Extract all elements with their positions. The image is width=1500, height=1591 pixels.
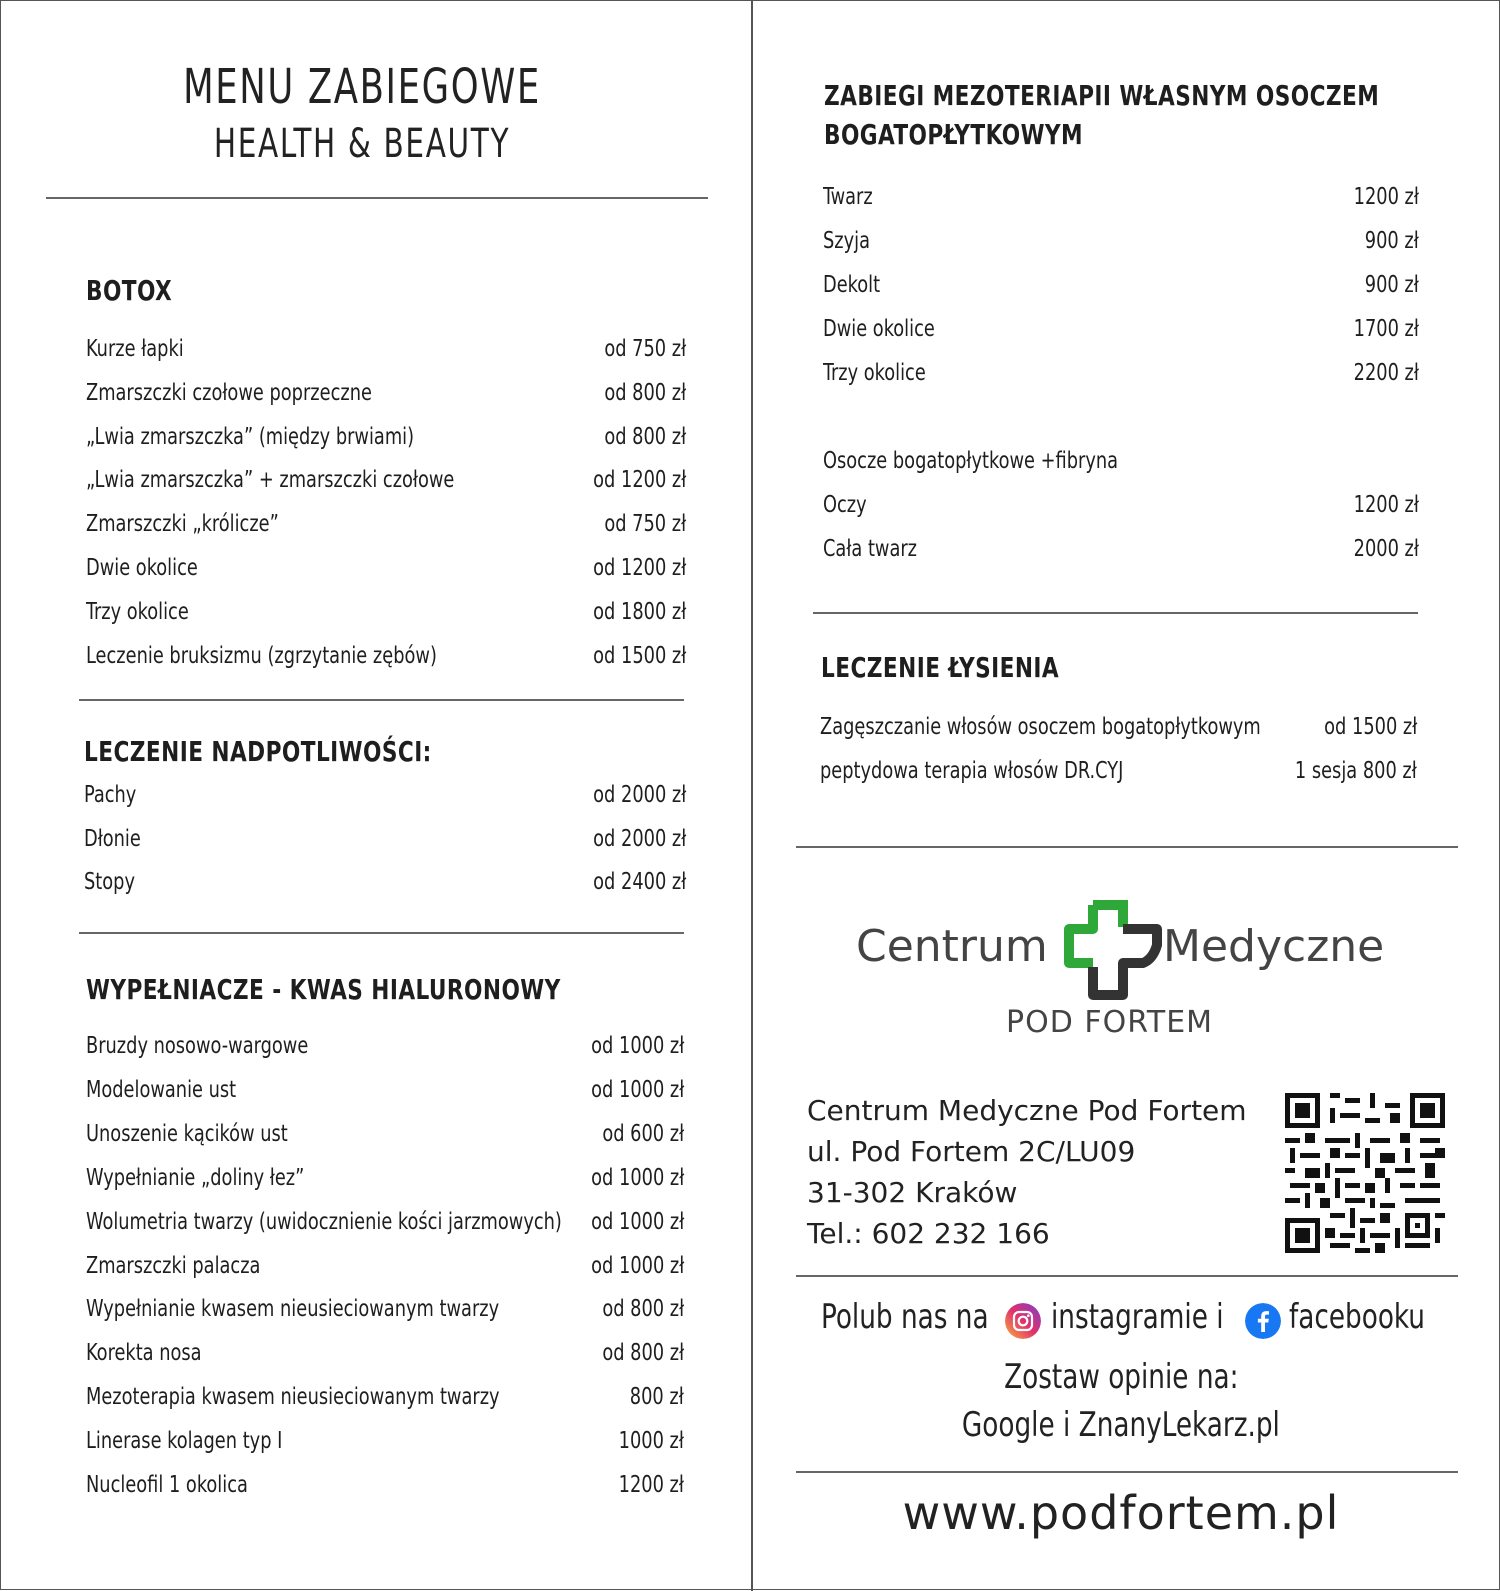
prp-sub-item-row [823,492,1419,526]
review-line-2 [796,1405,1446,1445]
contact-street: ul. Pod Fortem 2C/LU09 [807,1135,1136,1168]
botox-item-price: od 800 zł [604,379,686,406]
filler-item-row [86,1428,684,1462]
alopecia-heading: LECZENIE ŁYSIENIA [821,651,1060,684]
alopecia-item-price: 1 sesja 800 zł [1295,758,1417,784]
prp-item-price: 900 zł [1364,272,1419,298]
botox-item-price: od 750 zł [604,511,686,538]
filler-item-price: od 1000 zł [590,1033,684,1059]
prp-item-row [823,360,1419,394]
filler-item-row [86,1253,684,1287]
botox-item-name: „Lwia zmarszczka” (między brwiami) [86,423,415,450]
prp-sub-item-name: Oczy [823,492,867,518]
hyperhidrosis-heading: LECZENIE NADPOTLIWOŚCI: [84,735,432,768]
filler-item-price: od 1000 zł [590,1252,684,1279]
botox-divider [79,699,684,701]
filler-item-name: Unoszenie kącików ust [86,1120,288,1147]
hyperhidrosis-divider [79,932,684,934]
review-text-2: Google i ZnanyLekarz.pl [962,1405,1280,1445]
medical-cross-icon [1049,899,1163,1003]
hyperhidrosis-item-price: od 2000 zł [592,782,686,808]
prp-divider [813,612,1418,614]
prp-item-price: 2200 zł [1353,360,1419,386]
filler-item-price: od 800 zł [602,1340,684,1367]
filler-item-price: 1200 zł [618,1472,684,1498]
filler-item-name: Korekta nosa [86,1340,202,1367]
filler-item-row [86,1209,684,1243]
review-text-1: Zostaw opinie na: [1003,1357,1239,1397]
filler-item-row [86,1165,684,1199]
botox-item-price: od 750 zł [604,336,686,362]
prp-item-row [823,228,1419,262]
page-title: MENU ZABIEGOWE [183,59,541,115]
prp-item-name: Dwie okolice [823,316,935,342]
qr-code-icon[interactable] [1285,1093,1445,1253]
filler-item-row [86,1384,684,1418]
filler-item-name: Mezoterapia kwasem nieusieciowanym twarzy [86,1384,500,1411]
botox-item-row [86,336,686,370]
filler-item-name: Wypełnianie kwasem nieusieciowanym twarzy [86,1296,500,1323]
social-line [821,1297,1441,1347]
logo-word-left: Centrum [856,921,1048,972]
alopecia-item-row [820,758,1417,792]
botox-item-price: od 800 zł [604,423,686,450]
botox-item-row [86,380,686,414]
title-divider [46,197,708,199]
botox-item-row [86,424,686,458]
botox-item-name: „Lwia zmarszczka” + zmarszczki czołowe [86,467,455,494]
filler-item-price: od 1000 zł [590,1076,684,1103]
fillers-heading: WYPEŁNIACZE - KWAS HIALURONOWY [86,973,561,1006]
prp-item-name: Trzy okolice [823,360,926,386]
alopecia-item-name: Zagęszczanie włosów osoczem bogatopłytkowym [820,714,1261,740]
prp-sub-item-name: Cała twarz [823,536,918,562]
facebook-link[interactable]: facebooku [1289,1297,1425,1337]
botox-item-row [86,643,686,677]
filler-item-price: od 600 zł [602,1120,684,1147]
botox-item-price: od 1200 zł [592,467,686,494]
prp-sub-heading-row [823,448,1419,482]
prp-sub-item-row [823,536,1419,570]
prp-item-name: Szyja [823,228,871,254]
alopecia-item-price: od 1500 zł [1323,714,1417,740]
filler-item-name: Zmarszczki palacza [86,1252,261,1279]
filler-item-price: od 1000 zł [590,1164,684,1191]
filler-item-price: 1000 zł [618,1428,684,1455]
botox-item-name: Dwie okolice [86,555,198,581]
contact-phone[interactable]: Tel.: 602 232 166 [807,1217,1050,1250]
website-link[interactable]: www.podfortem.pl [902,1486,1340,1540]
botox-item-price: od 1800 zł [592,598,686,625]
alopecia-divider [796,846,1458,848]
filler-item-name: Bruzdy nosowo-wargowe [86,1033,309,1059]
filler-item-name: Linerase kolagen typ I [86,1428,283,1455]
botox-item-name: Leczenie bruksizmu (zgrzytanie zębów) [86,642,437,669]
filler-item-price: 800 zł [629,1384,684,1411]
prp-sub-item-price: 2000 zł [1353,536,1419,562]
botox-item-row [86,511,686,545]
filler-item-row [86,1077,684,1111]
hyperhidrosis-item-row [84,869,686,903]
hyperhidrosis-item-row [84,826,686,860]
botox-item-name: Trzy okolice [86,598,189,625]
prp-item-price: 1200 zł [1353,184,1419,210]
vertical-divider [751,1,753,1591]
review-divider [796,1471,1458,1473]
hyperhidrosis-item-price: od 2000 zł [592,825,686,852]
botox-item-row [86,467,686,501]
prp-item-row [823,272,1419,306]
botox-item-price: od 1500 zł [592,642,686,669]
filler-item-name: Wypełnianie „doliny łez” [86,1164,305,1191]
prp-item-price: 900 zł [1364,228,1419,254]
contact-name: Centrum Medyczne Pod Fortem [807,1094,1247,1127]
prp-sub-item-price: 1200 zł [1353,492,1419,518]
contact-city: 31-302 Kraków [807,1176,1018,1209]
filler-item-name: Wolumetria twarzy (uwidocznienie kości jarzmowych) [86,1208,562,1235]
hyperhidrosis-item-name: Stopy [84,869,135,895]
filler-item-row [86,1033,684,1067]
botox-item-price: od 1200 zł [592,555,686,581]
facebook-icon[interactable] [1245,1303,1281,1339]
botox-heading: BOTOX [86,274,173,307]
filler-item-name: Nucleofil 1 okolica [86,1472,248,1498]
botox-item-row [86,599,686,633]
prp-item-row [823,316,1419,350]
alopecia-item-name: peptydowa terapia włosów DR.CYJ [820,758,1124,784]
prp-item-name: Dekolt [823,272,881,298]
hyperhidrosis-item-name: Pachy [84,782,137,808]
hyperhidrosis-item-name: Dłonie [84,825,141,852]
botox-item-name: Kurze łapki [86,336,184,362]
page-subtitle: HEALTH & BEAUTY [213,121,511,167]
alopecia-item-row [820,714,1417,748]
social-prefix: Polub nas na [821,1297,989,1337]
hyperhidrosis-item-price: od 2400 zł [592,869,686,895]
prp-item-row [823,184,1419,218]
instagram-link[interactable]: instagramie i [1051,1297,1224,1337]
filler-item-name: Modelowanie ust [86,1076,237,1103]
hyperhidrosis-item-row [84,782,686,816]
prp-sub-heading: Osocze bogatopłytkowe +fibryna [823,448,1119,474]
prp-heading-line2: BOGATOPŁYTKOWYM [824,118,1084,151]
instagram-icon[interactable] [1005,1303,1041,1339]
filler-item-row [86,1340,684,1374]
logo-word-right: Medyczne [1163,921,1385,972]
filler-item-price: od 1000 zł [590,1208,684,1235]
logo-subtitle: POD FORTEM [1006,1005,1214,1040]
review-line-1 [796,1357,1446,1397]
botox-item-name: Zmarszczki „królicze” [86,511,279,538]
prp-item-price: 1700 zł [1353,316,1419,342]
filler-item-row [86,1296,684,1330]
filler-item-row [86,1472,684,1506]
botox-item-row [86,555,686,589]
botox-item-name: Zmarszczki czołowe poprzeczne [86,379,372,406]
filler-item-price: od 800 zł [602,1296,684,1323]
prp-heading-line1: ZABIEGI MEZOTERIAPII WŁASNYM OSOCZEM [824,79,1380,112]
prp-item-name: Twarz [823,184,873,210]
contact-divider [796,1275,1458,1277]
filler-item-row [86,1121,684,1155]
